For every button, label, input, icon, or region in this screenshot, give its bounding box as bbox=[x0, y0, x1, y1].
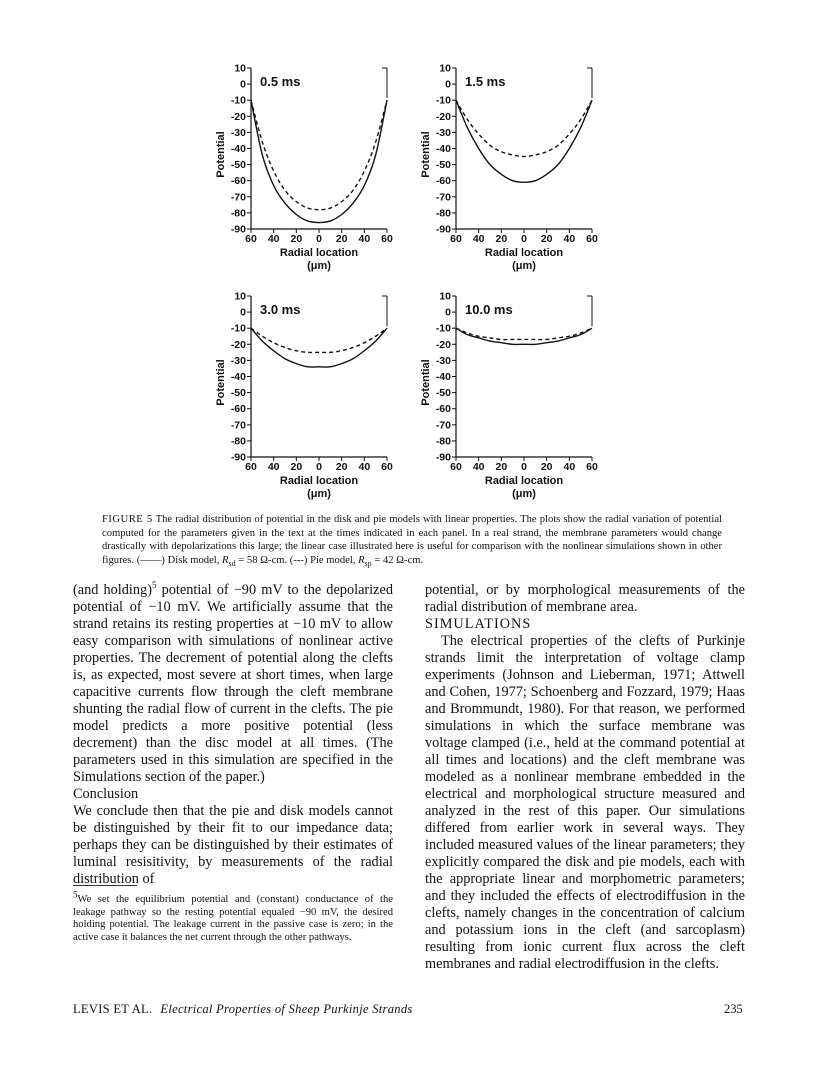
footnote-marker: 5 bbox=[73, 889, 78, 900]
y-tick-label: 0 bbox=[240, 78, 246, 91]
y-tick-label: -20 bbox=[435, 110, 451, 123]
figure-panel-0-5ms bbox=[203, 62, 413, 272]
y-tick-label: -90 bbox=[230, 223, 246, 236]
y-tick-label: -60 bbox=[435, 403, 451, 416]
x-tick-label: 20 bbox=[495, 461, 508, 473]
x-tick-label: 40 bbox=[358, 461, 371, 473]
running-head-journal: Electrical Properties of Sheep Purkinje Strands bbox=[160, 1002, 413, 1016]
r-disk-symbol: R bbox=[222, 554, 229, 566]
footnote-ref: 5 bbox=[151, 580, 157, 591]
chart-svg bbox=[408, 290, 618, 500]
y-tick-label: -50 bbox=[435, 159, 451, 172]
footnote-text: We set the equilibrium potential and (constant) conductance of the leakage pathway so the resting potential equaled −90 mV, the desired holding potential. The leakage current in the passive case is zero; in the active case it balances the net current through the other pathways. bbox=[73, 894, 393, 943]
y-tick-label: 10 bbox=[439, 62, 451, 75]
panel-time-label: 1.5 ms bbox=[465, 74, 506, 89]
y-tick-label: -30 bbox=[435, 354, 451, 367]
y-tick-label: -30 bbox=[230, 126, 246, 139]
pie-model-curve bbox=[251, 100, 387, 209]
x-tick-label: 0 bbox=[521, 233, 527, 245]
x-tick-label: 60 bbox=[245, 461, 257, 473]
y-tick-label: 10 bbox=[234, 62, 246, 75]
y-tick-label: -90 bbox=[435, 451, 451, 464]
x-tick-label: 60 bbox=[450, 461, 462, 473]
left-column bbox=[73, 582, 393, 888]
x-tick-label: 40 bbox=[472, 461, 485, 473]
figure-panel-3-0ms bbox=[203, 290, 413, 500]
y-tick-label: 0 bbox=[445, 78, 451, 91]
y-tick-label: -50 bbox=[230, 387, 246, 400]
y-axis-label: Potential bbox=[420, 359, 432, 406]
y-tick-label: -40 bbox=[230, 371, 246, 383]
x-tick-label: 0 bbox=[316, 461, 322, 473]
y-tick-label: -40 bbox=[435, 143, 451, 155]
y-tick-label: -10 bbox=[230, 94, 246, 107]
x-tick-label: 40 bbox=[267, 233, 280, 245]
paragraph-holding-potential: (and holding)$^5$ potential of −90 mV to the depolarized potential of −10 mV. We artificially assume that the strand retains its resting properties at −10 mV to allow easy comparison with simulations of nonlinear active properties. The decrement of potential along the clefts is, as expected, most severe at short times, when large capacitive currents flow through the cleft membrane shunting the radial flow of current in the clefts. The pie model predicts a more positive potential (less decrement) than the disc model at all times. (The parameters used in this simulation are specified in the Simulations section of the paper.) bbox=[73, 580, 393, 785]
panel-time-label: 0.5 ms bbox=[260, 74, 301, 89]
y-tick-label: -50 bbox=[435, 387, 451, 400]
paragraph-simulations: The electrical properties of the clefts of Purkinje strands limit the interpretation of voltage clamp experiments (Johnson and Lieberman, 1971; Attwell and Cohen, 1977; Schoenberg and Fozzard, 1979; Haas and Brommundt, 1980). For that reason, we performed simulations in which the surface membrane was voltage clamped (i.e., held at the command potential at all times and locations) and the cleft membrane was modeled as a nonlinear membrane embedded in the electrical and morphological structure measured and analyzed in the rest of this paper. Our simulations differed from earlier work in several ways. They included measured values of the linear parameters; they explicitly compared the disk and pie models, each with the appropriate linear and morphometric parameters; and they included the effects of electrodiffusion in the clefts, namely changes in the concentration of calcium and potassium ions in the cleft (and sarcoplasm) resulting from ionic current flux across the cleft membranes and radial electrodiffusion in the clefts. bbox=[425, 633, 745, 972]
y-axis-label: Potential bbox=[420, 131, 432, 178]
y-tick-label: -50 bbox=[230, 159, 246, 172]
y-tick-label: -80 bbox=[435, 207, 451, 220]
y-tick-label: -90 bbox=[435, 223, 451, 236]
caption-text-b: = 58 Ω-cm. (---) Pie model, bbox=[235, 554, 359, 566]
panel-time-label: 3.0 ms bbox=[260, 302, 301, 317]
paragraph-continuation: potential, or by morphological measurements of the radial distribution of membrane area. bbox=[425, 582, 745, 615]
y-tick-label: 0 bbox=[240, 306, 246, 319]
y-tick-label: -40 bbox=[230, 143, 246, 155]
running-head bbox=[73, 1002, 413, 1017]
y-tick-label: 10 bbox=[234, 290, 246, 303]
y-tick-label: -20 bbox=[230, 338, 246, 351]
x-axis-label: Radial location bbox=[279, 475, 359, 487]
y-tick-label: -80 bbox=[230, 435, 246, 448]
y-tick-label: -80 bbox=[435, 435, 451, 448]
x-tick-label: 60 bbox=[245, 233, 257, 245]
right-column bbox=[425, 582, 745, 973]
x-tick-label: 60 bbox=[381, 461, 393, 473]
chart-svg bbox=[408, 62, 618, 272]
y-tick-label: 10 bbox=[439, 290, 451, 303]
y-axis-label: Potential bbox=[215, 131, 227, 178]
y-tick-label: -60 bbox=[230, 175, 246, 188]
y-axis-label: Potential bbox=[215, 359, 227, 406]
x-tick-label: 40 bbox=[472, 233, 485, 245]
x-axis-label: Radial location bbox=[484, 247, 564, 259]
y-tick-label: -30 bbox=[230, 354, 246, 367]
figure-panel-1-5ms bbox=[408, 62, 618, 272]
x-tick-label: 20 bbox=[335, 233, 348, 245]
footnote bbox=[73, 889, 393, 944]
running-head-authors: LEVIS ET AL. bbox=[73, 1002, 153, 1016]
x-tick-label: 40 bbox=[563, 233, 576, 245]
x-tick-label: 20 bbox=[290, 461, 303, 473]
x-tick-label: 20 bbox=[495, 233, 508, 245]
x-axis-label: Radial location bbox=[484, 475, 564, 487]
y-tick-label: -60 bbox=[435, 175, 451, 188]
chart-svg bbox=[203, 290, 413, 500]
y-tick-label: -20 bbox=[230, 110, 246, 123]
x-tick-label: 0 bbox=[521, 461, 527, 473]
y-tick-label: 0 bbox=[445, 306, 451, 319]
x-axis-unit: (μm) bbox=[512, 488, 536, 500]
x-tick-label: 0 bbox=[316, 233, 322, 245]
x-tick-label: 60 bbox=[586, 461, 598, 473]
disk-model-curve bbox=[251, 328, 387, 367]
page-number: 235 bbox=[724, 1002, 743, 1016]
disk-model-curve bbox=[251, 100, 387, 222]
pie-model-curve bbox=[456, 100, 592, 156]
x-tick-label: 20 bbox=[335, 461, 348, 473]
simulations-heading: SIMULATIONS bbox=[425, 616, 532, 632]
x-axis-unit: (μm) bbox=[512, 260, 536, 272]
y-tick-label: -10 bbox=[230, 322, 246, 335]
x-axis-unit: (μm) bbox=[307, 488, 331, 500]
y-tick-label: -70 bbox=[230, 191, 246, 204]
y-tick-label: -40 bbox=[435, 371, 451, 383]
y-tick-label: -70 bbox=[435, 191, 451, 204]
y-tick-label: -60 bbox=[230, 403, 246, 416]
x-tick-label: 20 bbox=[540, 233, 553, 245]
y-tick-label: -70 bbox=[230, 419, 246, 432]
y-tick-label: -80 bbox=[230, 207, 246, 220]
paragraph-conclusion: We conclude then that the pie and disk models cannot be distinguished by their fit to our impedance data; perhaps they can be distinguished by their estimates of luminal resisitivity, by measurements of the radial distribution of bbox=[73, 803, 393, 887]
y-tick-label: -10 bbox=[435, 94, 451, 107]
r-pie-symbol: R bbox=[358, 554, 365, 566]
x-tick-label: 60 bbox=[381, 233, 393, 245]
x-axis-label: Radial location bbox=[279, 247, 359, 259]
x-tick-label: 60 bbox=[450, 233, 462, 245]
figure-panel-10-0ms bbox=[408, 290, 618, 500]
y-tick-label: -20 bbox=[435, 338, 451, 351]
footnote-rule bbox=[73, 885, 137, 886]
figure-label: FIGURE 5 bbox=[102, 514, 153, 525]
x-tick-label: 40 bbox=[563, 461, 576, 473]
x-tick-label: 20 bbox=[540, 461, 553, 473]
caption-text-a: The radial distribution of potential in the disk and pie models with linear properties. The plots show the radial variation of potential computed for the parameters given in the text at the times indicated in each panel. In a real strand, the membrane parameters would change drastically with depolarizations this large; the linear case illustrated here is useful for comparison with the nonlinear simulations shown in other figures. (——) Disk model, bbox=[102, 514, 723, 566]
x-tick-label: 60 bbox=[586, 233, 598, 245]
r-disk-subscript: sd bbox=[228, 558, 236, 568]
y-tick-label: -30 bbox=[435, 126, 451, 139]
conclusion-heading: Conclusion bbox=[73, 786, 139, 802]
caption-text-c: = 42 Ω-cm. bbox=[371, 554, 424, 566]
figure-caption bbox=[102, 513, 722, 567]
chart-svg bbox=[203, 62, 413, 272]
x-tick-label: 40 bbox=[358, 233, 371, 245]
y-tick-label: -70 bbox=[435, 419, 451, 432]
y-tick-label: -90 bbox=[230, 451, 246, 464]
r-pie-subscript: sp bbox=[364, 558, 372, 568]
x-tick-label: 20 bbox=[290, 233, 303, 245]
x-axis-unit: (μm) bbox=[307, 260, 331, 272]
y-tick-label: -10 bbox=[435, 322, 451, 335]
x-tick-label: 40 bbox=[267, 461, 280, 473]
disk-model-curve bbox=[456, 100, 592, 182]
panel-time-label: 10.0 ms bbox=[465, 302, 513, 317]
